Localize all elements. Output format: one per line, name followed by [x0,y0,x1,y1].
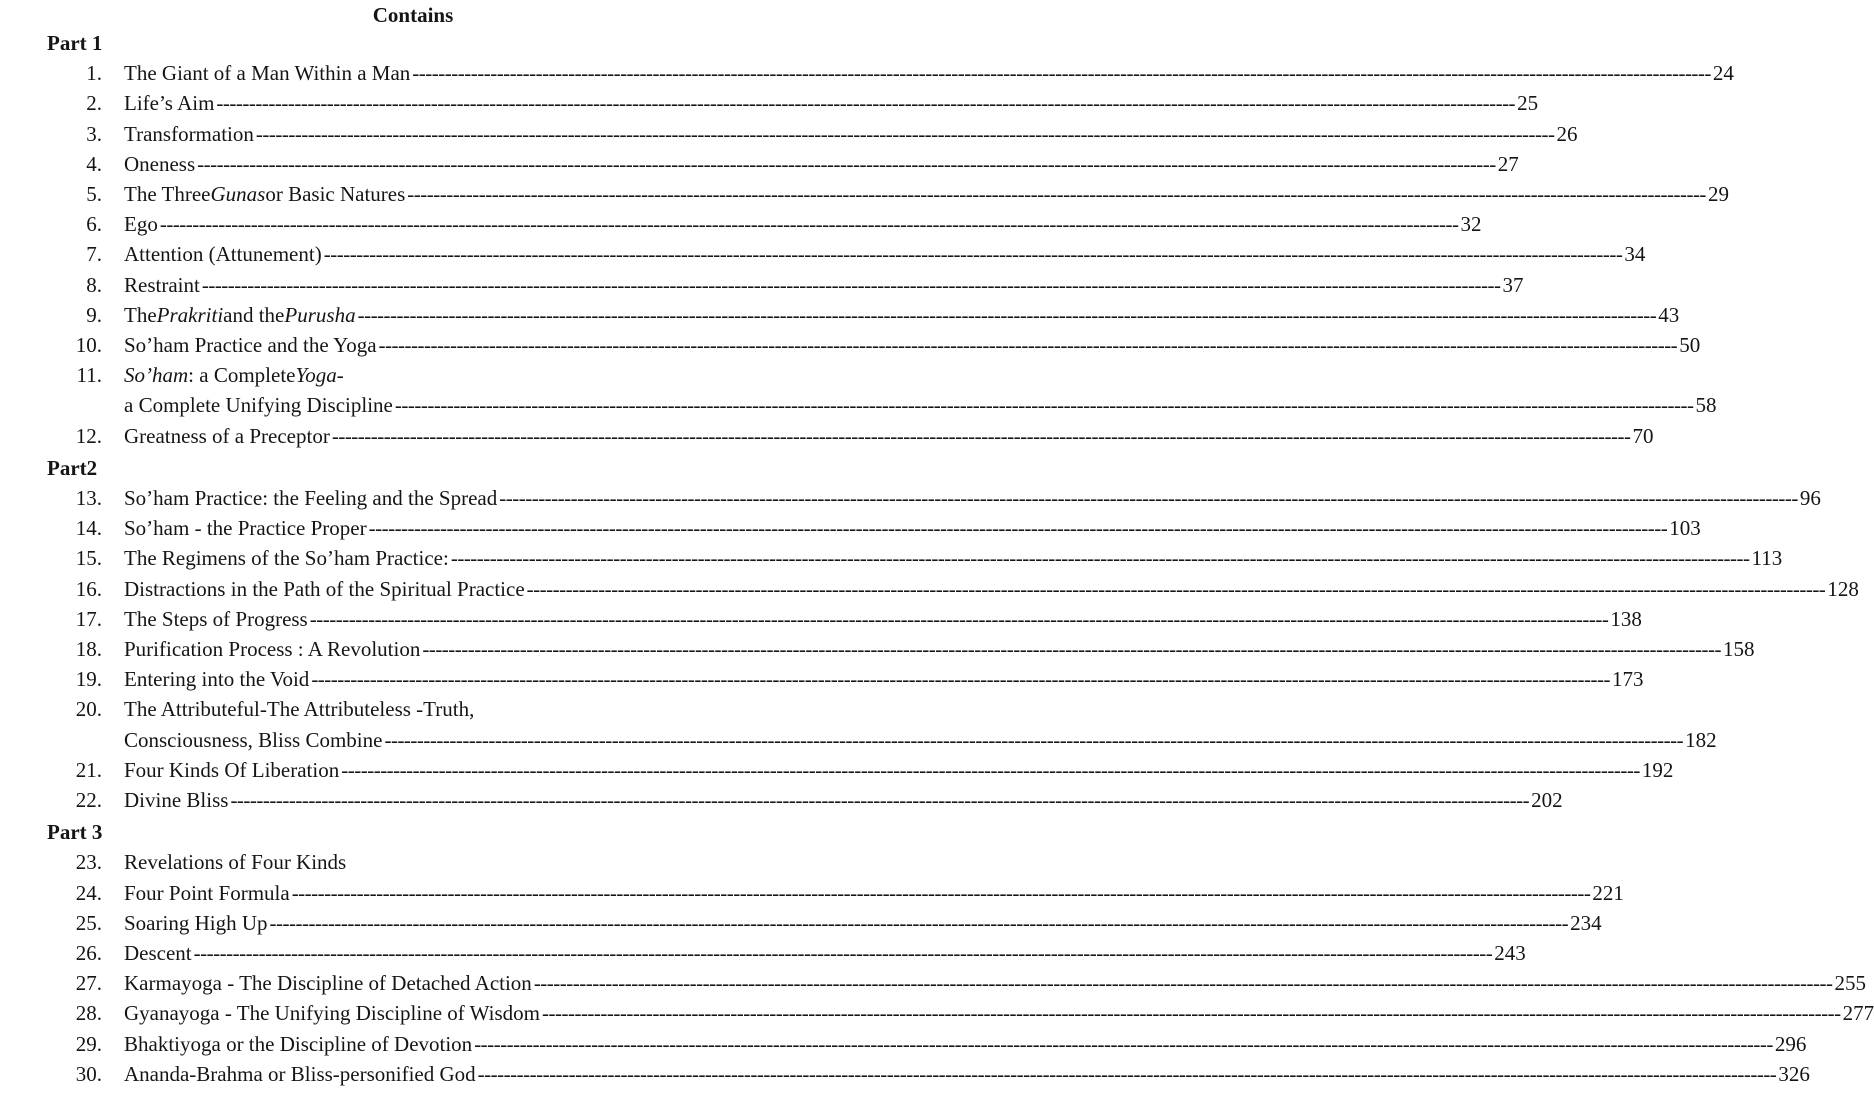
entry-line [124,727,1717,753]
dot-leader: -------------------------------------------------------------------------------------------------------------------------------------------------------------------------------------------------------- [159,212,1459,237]
dot-leader: -------------------------------------------------------------------------------------------------------------------------------------------------------------------------------------------------------- [394,393,1694,418]
entry-title-segment: Bhaktiyoga or the Discipline of Devotion [124,1031,473,1056]
dot-leader: -------------------------------------------------------------------------------------------------------------------------------------------------------------------------------------------------------- [477,1061,1777,1086]
entry-line [124,151,1519,177]
toc-entry [0,332,1701,358]
entry-line [124,636,1755,662]
entry-line [124,181,1729,207]
entry-title-segment: Transformation [124,121,254,146]
entry-line [124,606,1642,632]
entry-number: 13. [75,486,102,510]
entry-line [124,666,1644,692]
dot-leader: -------------------------------------------------------------------------------------------------------------------------------------------------------------------------------------------------------- [331,423,1631,448]
dot-leader: -------------------------------------------------------------------------------------------------------------------------------------------------------------------------------------------------------- [216,91,1516,116]
toc-entry [0,1000,1874,1026]
entry-title-segment: The [124,302,157,327]
page-number: 70 [1632,423,1654,448]
entry-title-segment: So’ham Practice: the Feeling and the Spread [124,486,498,510]
dot-leader: -------------------------------------------------------------------------------------------------------------------------------------------------------------------------------------------------------- [291,880,1591,905]
dot-leader: -------------------------------------------------------------------------------------------------------------------------------------------------------------------------------------------------------- [255,121,1555,146]
entry-number: 29. [75,1031,102,1056]
part-heading: Part 1 [47,31,103,55]
entry-number: 9. [86,302,102,327]
toc-entry [0,787,1563,813]
part-heading: Part2 [47,455,98,480]
toc-entry [0,606,1642,632]
entry-title-segment: Life’s Aim [124,91,215,116]
entry-title-segment: Yoga [295,363,337,388]
entry-line [124,880,1624,906]
page-number: 182 [1685,727,1717,752]
entry-number: 11. [76,363,102,388]
page-number: 34 [1624,242,1646,267]
entry-line [124,1061,1810,1087]
page-number: 103 [1669,516,1701,541]
entry-line [124,940,1526,966]
entry-line [124,757,1674,783]
page-number: 192 [1641,757,1674,782]
entry-title-segment: The Giant of a Man Within a Man [124,61,411,86]
toc-entry [0,940,1526,966]
entry-title-segment: or Basic Natures [265,182,406,206]
entry-number: 18. [75,637,102,661]
toc-entry [0,849,780,875]
dot-leader: -------------------------------------------------------------------------------------------------------------------------------------------------------------------------------------------------------- [422,637,1721,661]
entry-title-segment: Entering into the Void [124,667,310,692]
dot-leader: -------------------------------------------------------------------------------------------------------------------------------------------------------------------------------------------------------- [341,757,1640,782]
toc-entry [0,272,1524,298]
dot-leader: -------------------------------------------------------------------------------------------------------------------------------------------------------------------------------------------------------- [526,576,1826,601]
page-number: 43 [1658,302,1680,327]
page-number: 277 [1842,1001,1874,1026]
entry-number: 17. [75,606,102,631]
dot-leader: -------------------------------------------------------------------------------------------------------------------------------------------------------------------------------------------------------- [378,333,1678,357]
entry-line [124,121,1578,147]
entry-line [124,302,1680,328]
dot-leader: -------------------------------------------------------------------------------------------------------------------------------------------------------------------------------------------------------- [311,667,1610,692]
toc-entry [0,910,1602,936]
dot-leader: -------------------------------------------------------------------------------------------------------------------------------------------------------------------------------------------------------- [499,486,1798,510]
toc-entry [0,90,1539,116]
dot-leader: -------------------------------------------------------------------------------------------------------------------------------------------------------------------------------------------------------- [541,1001,1841,1026]
entry-number: 12. [75,423,102,448]
page-title: Contains [372,3,454,27]
entry-title-segment: Prakriti [156,302,224,327]
dot-leader: -------------------------------------------------------------------------------------------------------------------------------------------------------------------------------------------------------- [269,910,1569,935]
toc-entry [0,181,1729,207]
entry-title-segment: Oneness [124,151,196,176]
entry-number: 20. [75,697,102,722]
toc-entry [0,241,1646,267]
page-number: 255 [1834,971,1866,996]
entry-number: 22. [75,788,102,812]
page-number: 24 [1712,61,1734,86]
entry-title-segment: and the [223,302,285,327]
toc-entry [0,880,1624,906]
dot-leader: -------------------------------------------------------------------------------------------------------------------------------------------------------------------------------------------------------- [309,606,1609,631]
entry-number: 1. [86,61,102,86]
page-number: 138 [1610,606,1642,631]
page-number: 32 [1460,212,1482,237]
toc-entry [0,362,780,388]
entry-title-segment: Ananda-Brahma or Bliss-personified God [124,1061,476,1086]
entry-number: 14. [75,516,102,541]
entry-title-segment: Restraint [124,272,200,297]
entry-line [124,1000,1874,1026]
dot-leader: -------------------------------------------------------------------------------------------------------------------------------------------------------------------------------------------------------- [201,272,1501,297]
page-number: 173 [1611,667,1644,692]
entry-line [124,576,1859,602]
toc-entry [0,1031,1807,1057]
toc-entry [0,211,1482,237]
entry-number: 23. [75,850,102,875]
entry-line [124,545,1783,571]
entry-title-segment: Four Kinds Of Liberation [124,757,340,782]
entry-title-segment: Revelations of Four Kinds [124,850,347,875]
page-number: 50 [1679,333,1701,357]
toc-entry [0,970,1866,996]
entry-line [124,1031,1807,1057]
entry-number: 7. [86,242,102,267]
entry-line [124,515,1701,541]
toc-entry [0,757,1674,783]
entry-line [124,362,735,388]
entry-line [124,787,1563,813]
entry-number: 27. [75,971,102,996]
page-number: 158 [1722,637,1755,661]
entry-title-segment: Four Point Formula [124,880,290,905]
toc-entry [0,302,1680,328]
dot-leader: -------------------------------------------------------------------------------------------------------------------------------------------------------------------------------------------------------- [197,151,1496,176]
entry-number: 10. [75,333,102,357]
entry-line [124,485,1821,511]
page-number: 296 [1774,1031,1807,1056]
entry-number: 24. [75,880,102,905]
page-number: 96 [1799,486,1821,510]
entry-number: 19. [75,667,102,692]
entry-line [124,60,1734,86]
toc-entry-continuation [0,727,1717,753]
dot-leader: -------------------------------------------------------------------------------------------------------------------------------------------------------------------------------------------------------- [193,941,1493,965]
entry-number: 8. [86,272,102,297]
entry-title-segment: Ego [124,212,158,237]
entry-line [124,211,1482,237]
entry-line [124,423,1654,449]
entry-title-segment: Gunas [210,182,266,206]
toc-entry [0,423,1654,449]
entry-title-segment: Soaring High Up [124,910,268,935]
entry-title-segment: The Attributeful-The Attributeless -Truth, [124,697,475,722]
page-number: 58 [1695,393,1717,418]
entry-number: 16. [75,576,102,601]
dot-leader: -------------------------------------------------------------------------------------------------------------------------------------------------------------------------------------------------------- [368,516,1668,541]
entry-line [124,910,1602,936]
toc-entry [0,151,1519,177]
dot-leader: -------------------------------------------------------------------------------------------------------------------------------------------------------------------------------------------------------- [323,242,1623,267]
entry-number: 2. [86,91,102,116]
page-number: 202 [1531,788,1563,812]
toc-entry [0,545,1783,571]
entry-title-segment: The Regimens of the So’ham Practice: [124,546,449,571]
page-number: 243 [1494,941,1526,965]
toc-entry-continuation [0,392,1717,418]
page-number: 29 [1707,182,1729,206]
entry-title-segment: The Steps of Progress [124,606,308,631]
entry-title-segment: The Three [124,182,211,206]
entry-line [124,696,735,722]
entry-title-segment: Distractions in the Path of the Spiritual Practice [124,576,525,601]
entry-title-segment: Purification Process : A Revolution [124,637,421,661]
entry-number: 26. [75,941,102,965]
dot-leader: -------------------------------------------------------------------------------------------------------------------------------------------------------------------------------------------------------- [357,302,1657,327]
dot-leader: -------------------------------------------------------------------------------------------------------------------------------------------------------------------------------------------------------- [407,182,1706,206]
dot-leader: -------------------------------------------------------------------------------------------------------------------------------------------------------------------------------------------------------- [450,546,1750,571]
entry-line [124,849,735,875]
page-number: 37 [1502,272,1524,297]
entry-line [124,392,1717,418]
toc-entry [0,515,1701,541]
entry-number: 4. [86,151,102,176]
dot-leader: -------------------------------------------------------------------------------------------------------------------------------------------------------------------------------------------------------- [230,788,1530,812]
entry-title-segment: So’ham Practice and the Yoga [124,333,377,357]
entry-line [124,90,1539,116]
entry-number: 30. [75,1061,102,1086]
entry-title-segment: Descent [124,941,192,965]
entry-title-segment: So’ham [124,363,189,388]
toc-entry [0,121,1578,147]
entry-line [124,332,1701,358]
toc-entry [0,666,1644,692]
entry-title-segment: Divine Bliss [124,788,229,812]
page-number: 234 [1570,910,1602,935]
page-number: 26 [1556,121,1578,146]
page-number: 113 [1751,546,1783,571]
entry-number: 21. [75,757,102,782]
entry-title-segment: - [336,363,344,388]
toc-entry [0,60,1734,86]
part-heading: Part 3 [47,820,103,845]
toc-entry [0,696,780,722]
page-number: 221 [1592,880,1624,905]
dot-leader: -------------------------------------------------------------------------------------------------------------------------------------------------------------------------------------------------------- [474,1031,1773,1056]
entry-title-segment: a Complete Unifying Discipline [124,393,393,418]
entry-title-segment: Consciousness, Bliss Combine [124,727,383,752]
entry-number: 25. [75,910,102,935]
entry-title-segment: So’ham - the Practice Proper [124,516,367,541]
dot-leader: -------------------------------------------------------------------------------------------------------------------------------------------------------------------------------------------------------- [384,727,1684,752]
toc-entry [0,485,1821,511]
entry-title-segment: Karmayoga - The Discipline of Detached Action [124,971,532,996]
entry-title-segment: Gyanayoga - The Unifying Discipline of Wisdom [124,1001,540,1026]
entry-number: 5. [86,182,102,206]
page-number: 128 [1827,576,1859,601]
entry-number: 15. [75,546,102,571]
entry-line [124,970,1866,996]
entry-line [124,272,1524,298]
entry-number: 3. [86,121,102,146]
entry-line [124,241,1646,267]
page-number: 25 [1517,91,1539,116]
toc-entry [0,576,1859,602]
page-number: 326 [1778,1061,1810,1086]
entry-number: 28. [75,1001,102,1026]
entry-title-segment: Purusha [284,302,356,327]
toc-entry [0,1061,1810,1087]
entry-title-segment: Attention (Attunement) [124,242,322,267]
entry-title-segment: : a Complete [188,363,296,388]
dot-leader: -------------------------------------------------------------------------------------------------------------------------------------------------------------------------------------------------------- [533,971,1833,996]
dot-leader: -------------------------------------------------------------------------------------------------------------------------------------------------------------------------------------------------------- [412,61,1711,86]
entry-title-segment: Greatness of a Preceptor [124,423,330,448]
page-number: 27 [1497,151,1519,176]
toc-entry [0,636,1755,662]
entry-number: 6. [86,212,102,237]
